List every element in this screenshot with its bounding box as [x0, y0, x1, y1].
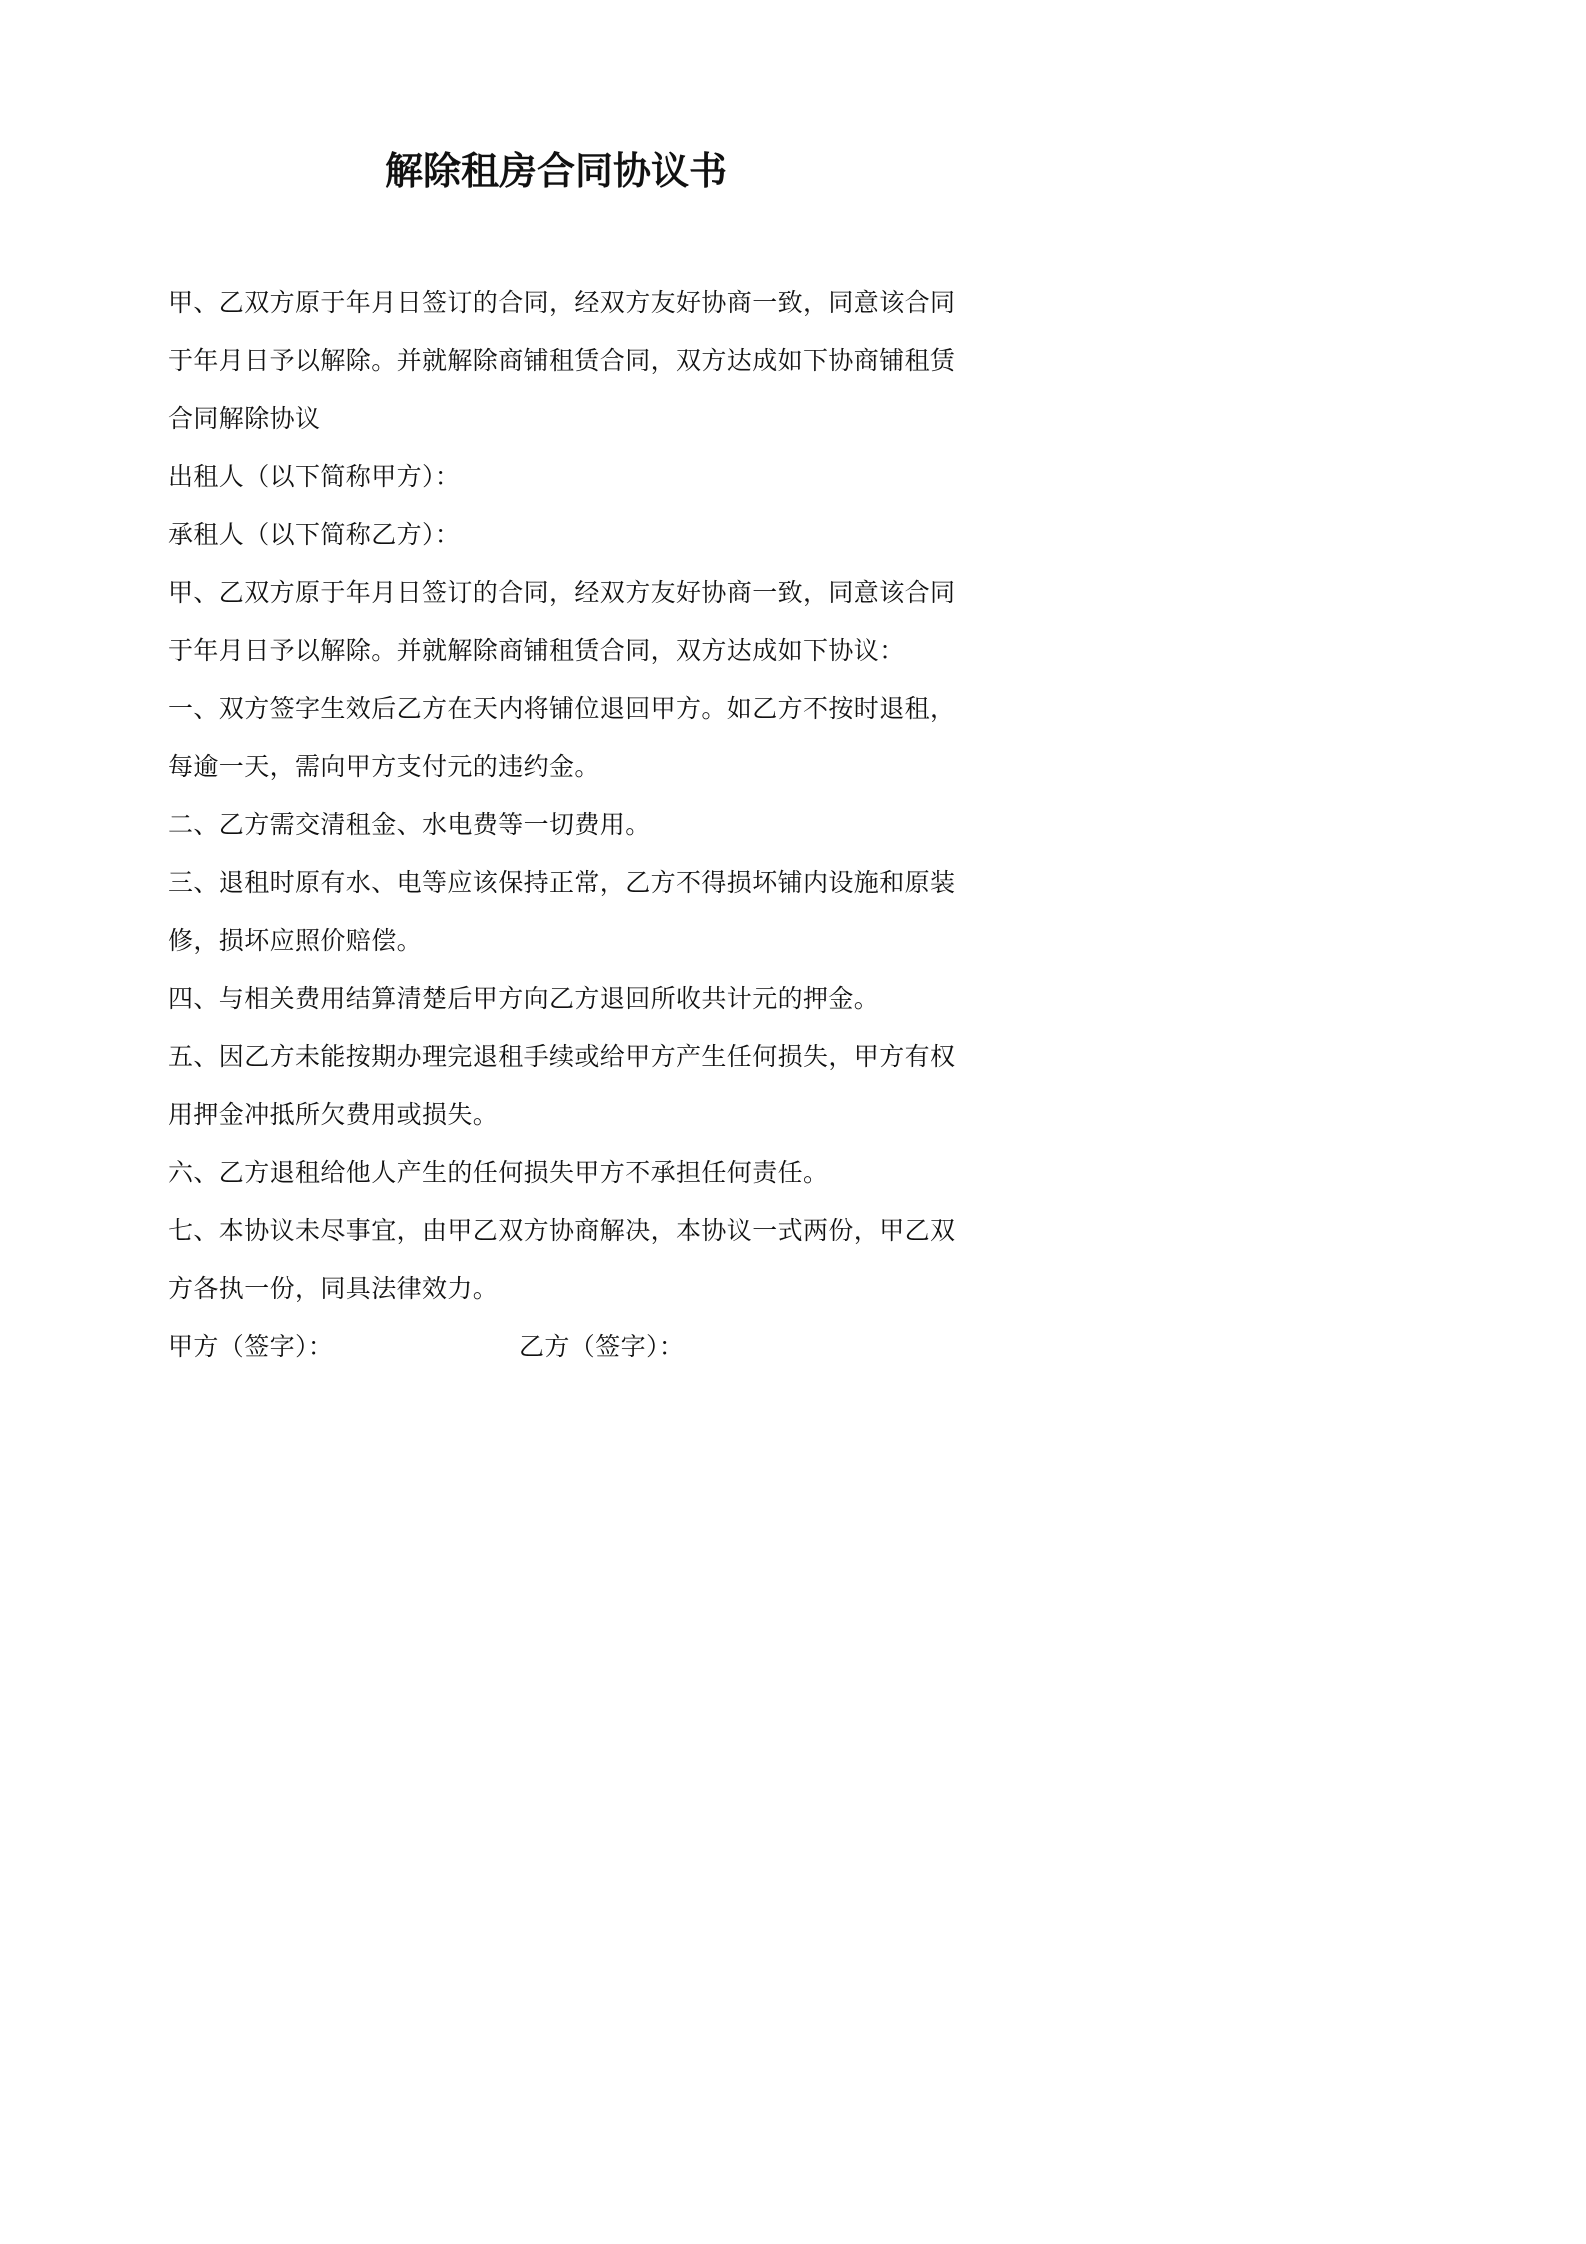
- clause-1: 一、双方签字生效后乙方在天内将铺位退回甲方。如乙方不按时退租，每逾一天，需向甲方支付元的违约金。: [168, 694, 956, 781]
- intro-paragraph: 甲、乙双方原于年月日签订的合同，经双方友好协商一致，同意该合同于年月日予以解除。并就解除商铺租赁合同，双方达成如下协商铺租赁合同解除协议: [168, 288, 956, 433]
- clause-4: 四、与相关费用结算清楚后甲方向乙方退回所收共计元的押金。: [168, 984, 880, 1013]
- document-body: [168, 274, 958, 1376]
- lessor-line: 出租人（以下简称甲方）：: [168, 462, 461, 491]
- document-title: 解除租房合同协议书: [384, 149, 727, 193]
- agreement-paragraph: 甲、乙双方原于年月日签订的合同，经双方友好协商一致，同意该合同于年月日予以解除。并就解除商铺租赁合同，双方达成如下协议：: [168, 578, 956, 665]
- lessee-line: 承租人（以下简称乙方）：: [168, 520, 461, 549]
- party-a-signature-label: 甲方（签字）：: [168, 1332, 334, 1361]
- clause-5: 五、因乙方未能按期办理完退租手续或给甲方产生任何损失，甲方有权用押金冲抵所欠费用或损失。: [168, 1042, 956, 1129]
- document-page: [0, 0, 1102, 1559]
- clause-6: 六、乙方退租给他人产生的任何损失甲方不承担任何责任。: [168, 1158, 829, 1187]
- clause-3: 三、退租时原有水、电等应该保持正常，乙方不得损坏铺内设施和原装修，损坏应照价赔偿。: [168, 868, 956, 955]
- clause-2: 二、乙方需交清租金、水电费等一切费用。: [168, 810, 651, 839]
- clause-7: 七、本协议未尽事宜，由甲乙双方协商解决，本协议一式两份，甲乙双方各执一份，同具法律效力。: [168, 1216, 956, 1303]
- signature-row: [168, 1318, 958, 1376]
- party-b-signature-label: 乙方（签字）：: [519, 1332, 685, 1361]
